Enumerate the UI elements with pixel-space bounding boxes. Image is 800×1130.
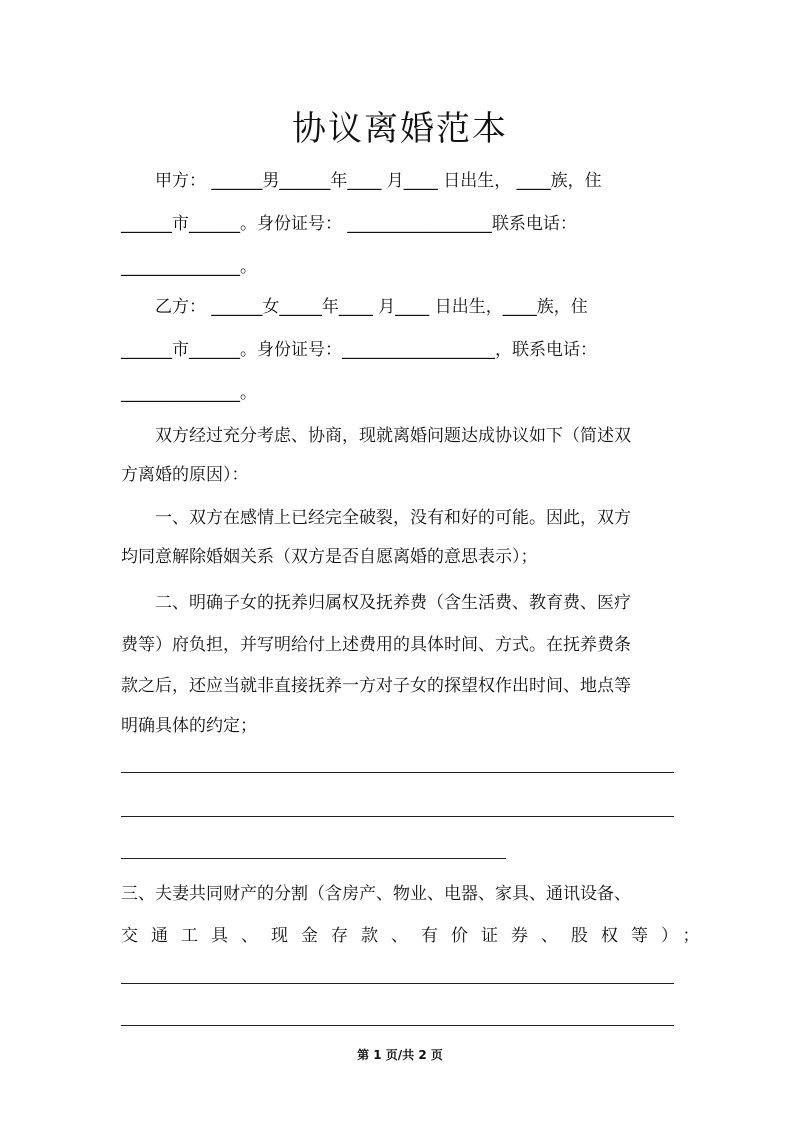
page-indicator: 第 1 页/共 2 页 xyxy=(357,1048,443,1062)
clause-2-line-1: 二、明确子女的抚养归属权及抚养费（含生活费、教育费、医疗 xyxy=(155,593,631,613)
clause-3-line-1: 三、夫妻共同财产的分割（含房产、物业、电器、家具、通讯设备、 xyxy=(121,884,631,904)
clause-3-line-2: 交通工具、现金存款、有价证券、股权等）； xyxy=(121,926,713,946)
clause-1-line-2: 均同意解除婚姻关系（双方是否自愿离婚的意思表示）； xyxy=(121,547,538,567)
blank-fill-line xyxy=(121,983,674,984)
clause-2-line-3: 款之后，还应当就非直接抚养一方对子女的探望权作出时间、地点等 xyxy=(121,676,631,696)
clause-2-line-4: 明确具体的约定； xyxy=(121,716,257,736)
party-a-line-3: ______________。 xyxy=(121,257,257,277)
intro-line-1: 双方经过充分考虑、协商，现就离婚问题达成协议如下（简述双 xyxy=(155,426,631,446)
party-b-line-2: ______市______。身份证号：__________________，联系电话： xyxy=(121,340,597,360)
blank-fill-line xyxy=(121,772,674,773)
blank-fill-line xyxy=(121,1025,674,1026)
party-a-line-2: ______市______。身份证号： _________________联系电话： xyxy=(121,214,577,234)
party-b-line-3: ______________。 xyxy=(121,383,257,403)
clause-2-line-2: 费等）府负担，并写明给付上述费用的具体时间、方式。在抚养费条 xyxy=(121,635,631,655)
blank-fill-line xyxy=(121,858,506,859)
intro-line-2: 方离婚的原因）： xyxy=(121,465,249,485)
party-b-line-1: 乙方： ______女_____年____ 月____ 日出生，____族，住 xyxy=(155,297,588,317)
blank-fill-line xyxy=(121,816,674,817)
party-a-line-1: 甲方： ______男______年____ 月____ 日出生， ____族，住 xyxy=(155,171,602,191)
document-title: 协议离婚范本 xyxy=(292,109,508,149)
clause-1-line-1: 一、双方在感情上已经完全破裂，没有和好的可能。因此，双方 xyxy=(155,508,631,528)
